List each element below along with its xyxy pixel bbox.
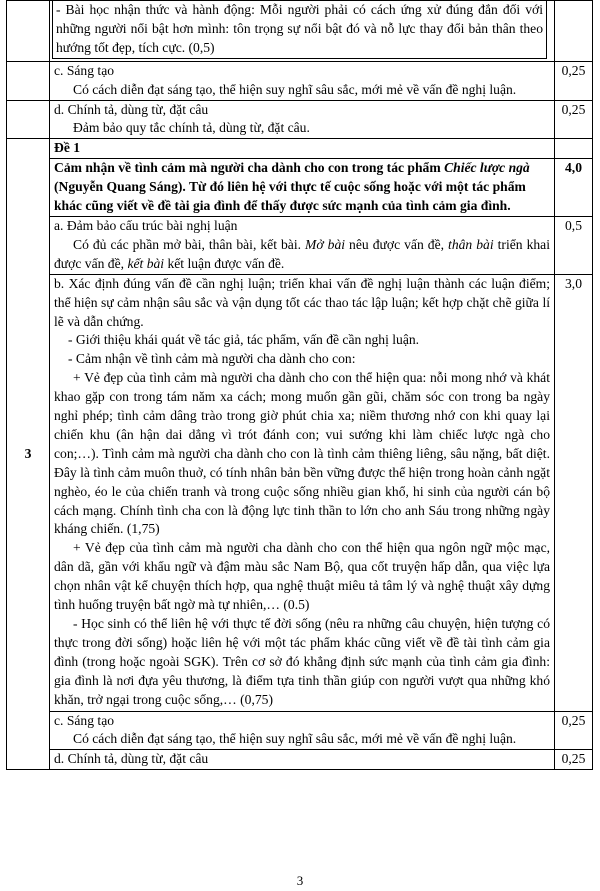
- criterion-title: d. Chính tả, dùng từ, đặt câu: [54, 101, 209, 117]
- criterion-title: a. Đảm bảo cấu trúc bài nghị luận: [54, 217, 238, 233]
- table-row: [7, 159, 593, 217]
- bullet-item: - Giới thiệu khái quát về tác giả, tác phẩm, vấn đề cần nghị luận.: [68, 332, 420, 348]
- table-row: [7, 61, 593, 100]
- score-cell: 0,5: [555, 216, 593, 274]
- content-cell: [50, 711, 555, 750]
- question-cell-empty: [7, 1, 50, 62]
- score-cell: 4,0: [555, 159, 593, 217]
- question-cell-empty: [7, 100, 50, 139]
- content-cell: [50, 61, 555, 100]
- page-number: 3: [296, 873, 304, 888]
- de-label: Đề 1: [50, 139, 555, 159]
- score-cell-empty: [555, 1, 593, 62]
- criterion-body: Có cách diễn đạt sáng tạo, thể hiện suy nghĩ sâu sắc, mới mẻ về vấn đề nghị luận.: [73, 731, 517, 747]
- table-row: [7, 100, 593, 139]
- score-cell: 3,0: [555, 274, 593, 711]
- table-row: [7, 216, 593, 274]
- criterion-title: c. Sáng tạo: [54, 712, 115, 728]
- answer-key-sheet: [6, 0, 592, 770]
- score-cell: 0,25: [555, 100, 593, 139]
- essay-prompt: Cảm nhận về tình cảm mà người cha dành cho con trong tác phẩm Chiếc lược ngà (Nguyễn Quang Sáng). Từ đó liên hệ với thực tế cuộc sống hoặc với một tác phẩm khác cũng viết về đề tài gia đình để thấy được sức mạnh của tình cảm gia đình.: [50, 159, 555, 217]
- point-item: - Học sinh có thể liên hệ với thực tế đời sống (nêu ra những câu chuyện, hiện tượng có thực trong đời sống) hoặc liên hệ với một tác phẩm khác cũng viết về đề tài tình cảm gia đình (trong hoặc ngoài SGK). Trên cơ sở đó khẳng định sức mạnh của tình cảm gia đình: gia đình là nơi đựa yêu thương, là điểm tựa tinh thần giúp con người vượt qua những khó khăn, trở ngại trong cuộc sống,… (0,75): [54, 616, 550, 707]
- table-row: [7, 274, 593, 711]
- content-cell: [50, 216, 555, 274]
- content-cell: [50, 100, 555, 139]
- criterion-body: Có đủ các phần mở bài, thân bài, kết bài. Mở bài nêu được vấn đề, thân bài triển khai được vấn đề, kết bài kết luận được vấn đề.: [54, 236, 550, 271]
- content-cell: [50, 1, 555, 62]
- bullet-item: - Cảm nhận về tình cảm mà người cha dành cho con:: [68, 351, 356, 367]
- scoring-table: [6, 0, 593, 770]
- score-cell: 0,25: [555, 61, 593, 100]
- content-cell: [50, 750, 555, 770]
- criterion-body: Đảm bảo quy tắc chính tả, dùng từ, đặt câu.: [73, 120, 310, 136]
- table-row: [7, 139, 593, 159]
- table-row: [7, 711, 593, 750]
- point-item: + Vẻ đẹp của tình cảm mà người cha dành cho con thể hiện qua: nỗi mong nhớ và khát khao gặp con trong tám năm xa cách; mong muốn gần gũi, chăm sóc con trong ba ngày nghỉ phép; tình cảm dâng trào trong giờ phút chia xa; niềm thương nhớ con khi quay lại chiến khu (ân hận dai dẳng vì trót đánh con; vui sướng khi làm chiếc lược ngà cho con;…). Tình cảm mà người cha dành cho con là tình cảm thiêng liêng, sâu nặng, bất diệt. Đây là tình cảm muôn thuở, có tính nhân bản bền vững được thể hiện trong hoàn cảnh ngặt nghèo, éo le của chiến tranh và trong cuộc sống nhiều gian khổ, hi sinh của người cán bộ cách mạng. Chính tình cha con là động lực tinh thần to lớn cho anh Sáu trong những ngày kháng chiến. (1,75): [54, 370, 550, 537]
- criterion-title: c. Sáng tạo: [54, 62, 115, 78]
- score-cell: 0,25: [555, 750, 593, 770]
- table-row: [7, 1, 593, 62]
- criterion-body: Có cách diễn đạt sáng tạo, thể hiện suy nghĩ sâu sắc, mới mẻ về vấn đề nghị luận.: [73, 81, 517, 97]
- question-cell-empty: [7, 61, 50, 100]
- criterion-title: b. Xác định đúng vấn đề cần nghị luận; triển khai vấn đề nghị luận thành các luận điểm; thể hiện sự cảm nhận sâu sắc và vận dụng tốt các thao tác lập luận; kết hợp chặt chẽ giữa lí lẽ và dẫn chứng.: [54, 275, 550, 329]
- criterion-title: d. Chính tả, dùng từ, đặt câu: [54, 751, 209, 767]
- score-cell-empty: [555, 139, 593, 159]
- lesson-box: - Bài học nhận thức và hành động: Mỗi người phải có cách ứng xử đúng đắn đối với những người nổi bật hơn mình: tôn trọng sự nổi bật đó và nỗ lực thay đổi bản thân theo hướng tốt đẹp, tích cực. (0,5): [52, 1, 547, 59]
- question-number: 3: [7, 139, 50, 770]
- point-item: + Vẻ đẹp của tình cảm mà người cha dành cho con thể hiện qua ngôn ngữ mộc mạc, dân dã, gần với khẩu ngữ và đậm màu sắc Nam Bộ, qua cốt truyện hấp dẫn, qua việc lựa chọn nhân vật kể chuyện thích hợp, qua nghệ thuật miêu tả tâm lý và nghệ thuật xây dựng tình huống truyện bất ngờ mà tự nhiên,… (0.5): [54, 540, 550, 613]
- table-row: [7, 750, 593, 770]
- content-cell: [50, 274, 555, 711]
- score-cell: 0,25: [555, 711, 593, 750]
